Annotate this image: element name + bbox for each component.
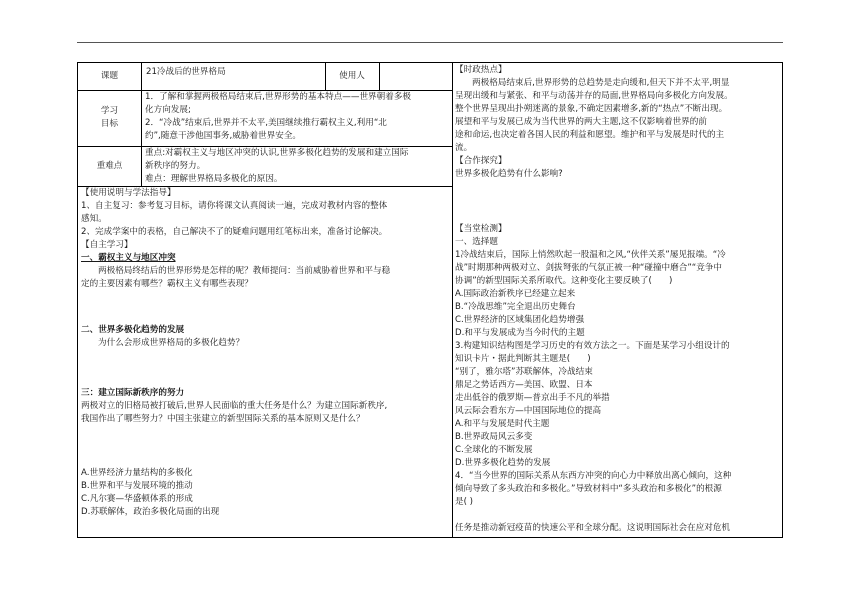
test-section: 一、选择题: [455, 237, 498, 247]
question-4-line: 是( ): [455, 497, 474, 507]
answer-space[interactable]: [81, 350, 451, 387]
self-study-heading: 【自主学习】: [81, 240, 133, 250]
course-label: 课题: [100, 71, 119, 81]
course-title: 21冷战后的世界格局: [146, 67, 226, 77]
question-3-line: 鼎足之势话西方—美国、欧盟、日本: [455, 380, 593, 390]
header-rule: [77, 42, 783, 43]
right-content: [455, 64, 782, 536]
question-3-option: C.全球化的不断发展: [455, 445, 533, 455]
trailing-line: 任务是推动新冠疫苗的快速公平和全球分配。这说明国际社会在应对危机: [455, 523, 731, 533]
objective-line: 1．了解和掌握两极格局结束后,世界形势的基本特点——世界朝着多极: [145, 92, 412, 102]
option-line: B.世界和平与发展环境的推动: [81, 481, 193, 491]
section-2-title: 二、世界多极化趋势的发展: [81, 325, 185, 335]
question-3-line: “别了，雅尔塔”苏联解体，冷战结束: [455, 367, 593, 377]
current-affairs-line: 呈现出缓和与紧张、和平与动荡并存的局面,世界格局向多极化方向发展。: [455, 91, 733, 101]
objective-line: 约”,随意干涉他国事务,威胁着世界安全。: [145, 131, 302, 141]
question-1-option: A.国际政治新秩序已经建立起来: [455, 289, 576, 299]
question-4-line: 4．“当今世界的国际关系从东西方冲突的向心力中释放出离心倾向，这种: [455, 471, 732, 481]
section-3-line: 两极对立的旧格局被打破后,世界人民面临的重大任务是什么？为建立国际新秩序,: [81, 401, 388, 411]
guide-line: 感知。: [81, 214, 107, 224]
objective-line: 2．“冷战”结束后,世界并不太平,美国继续推行霸权主义,利用“北: [145, 118, 387, 128]
answer-space[interactable]: [455, 181, 782, 223]
user-label: 使用人: [339, 71, 365, 81]
current-affairs-heading: 【时政热点】: [455, 65, 507, 75]
objectives-label: 学习目标: [100, 106, 119, 129]
question-3-line: 知识卡片・据此判断其主题是( ): [455, 354, 591, 364]
current-affairs-line: 途和命运,也决定着各国人民的利益和愿望。维护和平与发展是时代的主: [455, 130, 725, 140]
cooperation-question: 世界多极化趋势有什么影响?: [455, 169, 563, 179]
question-1-line: 协调”的新型国际关系所取代。这种变化主要反映了( ): [455, 276, 673, 286]
section-3-title: 三：建立国际新秩序的努力: [81, 388, 185, 398]
cooperation-heading: 【合作探究】: [455, 156, 507, 166]
answer-space[interactable]: [81, 291, 451, 324]
current-affairs-line: 两极格局结束后,世界形势的总趋势是走向缓和,但天下并不太平,明显: [472, 78, 730, 88]
question-4-line: 倾向导致了多头政治和多极化。”导致材料中“多头政治和多极化”的根源: [455, 484, 722, 494]
question-1-option: C.世界经济的区域集团化趋势增强: [455, 315, 585, 325]
question-3-option: A.和平与发展是时代主题: [455, 419, 550, 429]
question-3-option: D.世界多极化趋势的发展: [455, 458, 551, 468]
question-3-line: 走出低谷的俄罗斯—普京出手不凡的举措: [455, 393, 610, 403]
section-1-line: 定的主要因素有哪些？霸权主义有哪些表现？: [81, 279, 253, 289]
question-3-line: 3.构建知识结构图是学习历史的有效方法之一。下面是某学习小组设计的: [455, 341, 730, 351]
key-points-label: 重难点: [96, 160, 123, 171]
option-line: D.苏联解体，政治多极化局面的出现: [81, 507, 220, 517]
option-line: A.世界经济力量结构的多极化: [81, 468, 193, 478]
test-heading: 【当堂检测】: [455, 224, 507, 234]
section-3-line: 我国作出了哪些努力？中国主张建立的新型国际关系的基本原则又是什么？: [81, 414, 365, 424]
answer-space[interactable]: [81, 426, 451, 467]
guide-line: 1、自主复习：参考复习目标，请你将课文认真阅读一遍，完成对教材内容的整体: [81, 201, 388, 211]
key-points-text: [145, 147, 451, 186]
section-1-line: 两极格局终结后的世界形势是怎样的呢？教师提问：当前威胁着世界和平与稳: [98, 266, 391, 276]
section-1-title: 一、霸权主义与地区冲突: [81, 253, 176, 263]
worksheet-table: [77, 62, 783, 538]
objective-line: 化方向发展;: [145, 105, 191, 115]
current-affairs-line: 流。: [455, 143, 473, 153]
option-line: C.凡尔赛—华盛顿体系的形成: [81, 494, 193, 504]
current-affairs-line: 整个世界呈现出扑朔迷离的景象,不确定因素增多,新的“热点”不断出现。: [455, 104, 728, 114]
answer-space[interactable]: [455, 509, 782, 522]
left-content: [81, 187, 451, 537]
key-point-line: 新秩序的努力。: [145, 161, 206, 171]
label-column-divider: [141, 63, 142, 186]
question-3-line: 风云际会看东方—中国国际地位的提高: [455, 406, 602, 416]
objectives-text: [145, 91, 451, 146]
key-point-line: 难点：理解世界格局多极化的原因。: [145, 174, 283, 184]
guide-line: 2、完成学案中的表格，自己解决不了的疑难问题用红笔标出来，准备讨论解决。: [81, 227, 388, 237]
question-3-option: B.世界政局风云多变: [455, 432, 533, 442]
user-value[interactable]: [380, 63, 452, 90]
question-1-line: 1冷战结束后，国际上悄然吹起一股温和之风,“伙伴关系”屡见报端。“冷: [455, 250, 726, 260]
guide-heading: 【使用说明与学法指导】: [81, 188, 176, 198]
key-point-line: 重点:对霸权主义与地区冲突的认识,世界多极化趋势的发展和建立国际: [145, 148, 409, 158]
question-1-option: B.“冷战思维”完全退出历史舞台: [455, 302, 576, 312]
question-1-option: D.和平与发展成为当今时代的主题: [455, 328, 585, 338]
current-affairs-line: 展望和平与发展已成为当代世界的两大主题,这不仅影响着世界的前: [455, 117, 707, 127]
question-1-line: 战”时期那种两极对立、剑拔弩张的气氛正被一种“碰撞中磨合”“竞争中: [455, 263, 723, 273]
column-divider: [452, 63, 453, 537]
section-2-line: 为什么会形成世界格局的多极化趋势？: [98, 338, 245, 348]
